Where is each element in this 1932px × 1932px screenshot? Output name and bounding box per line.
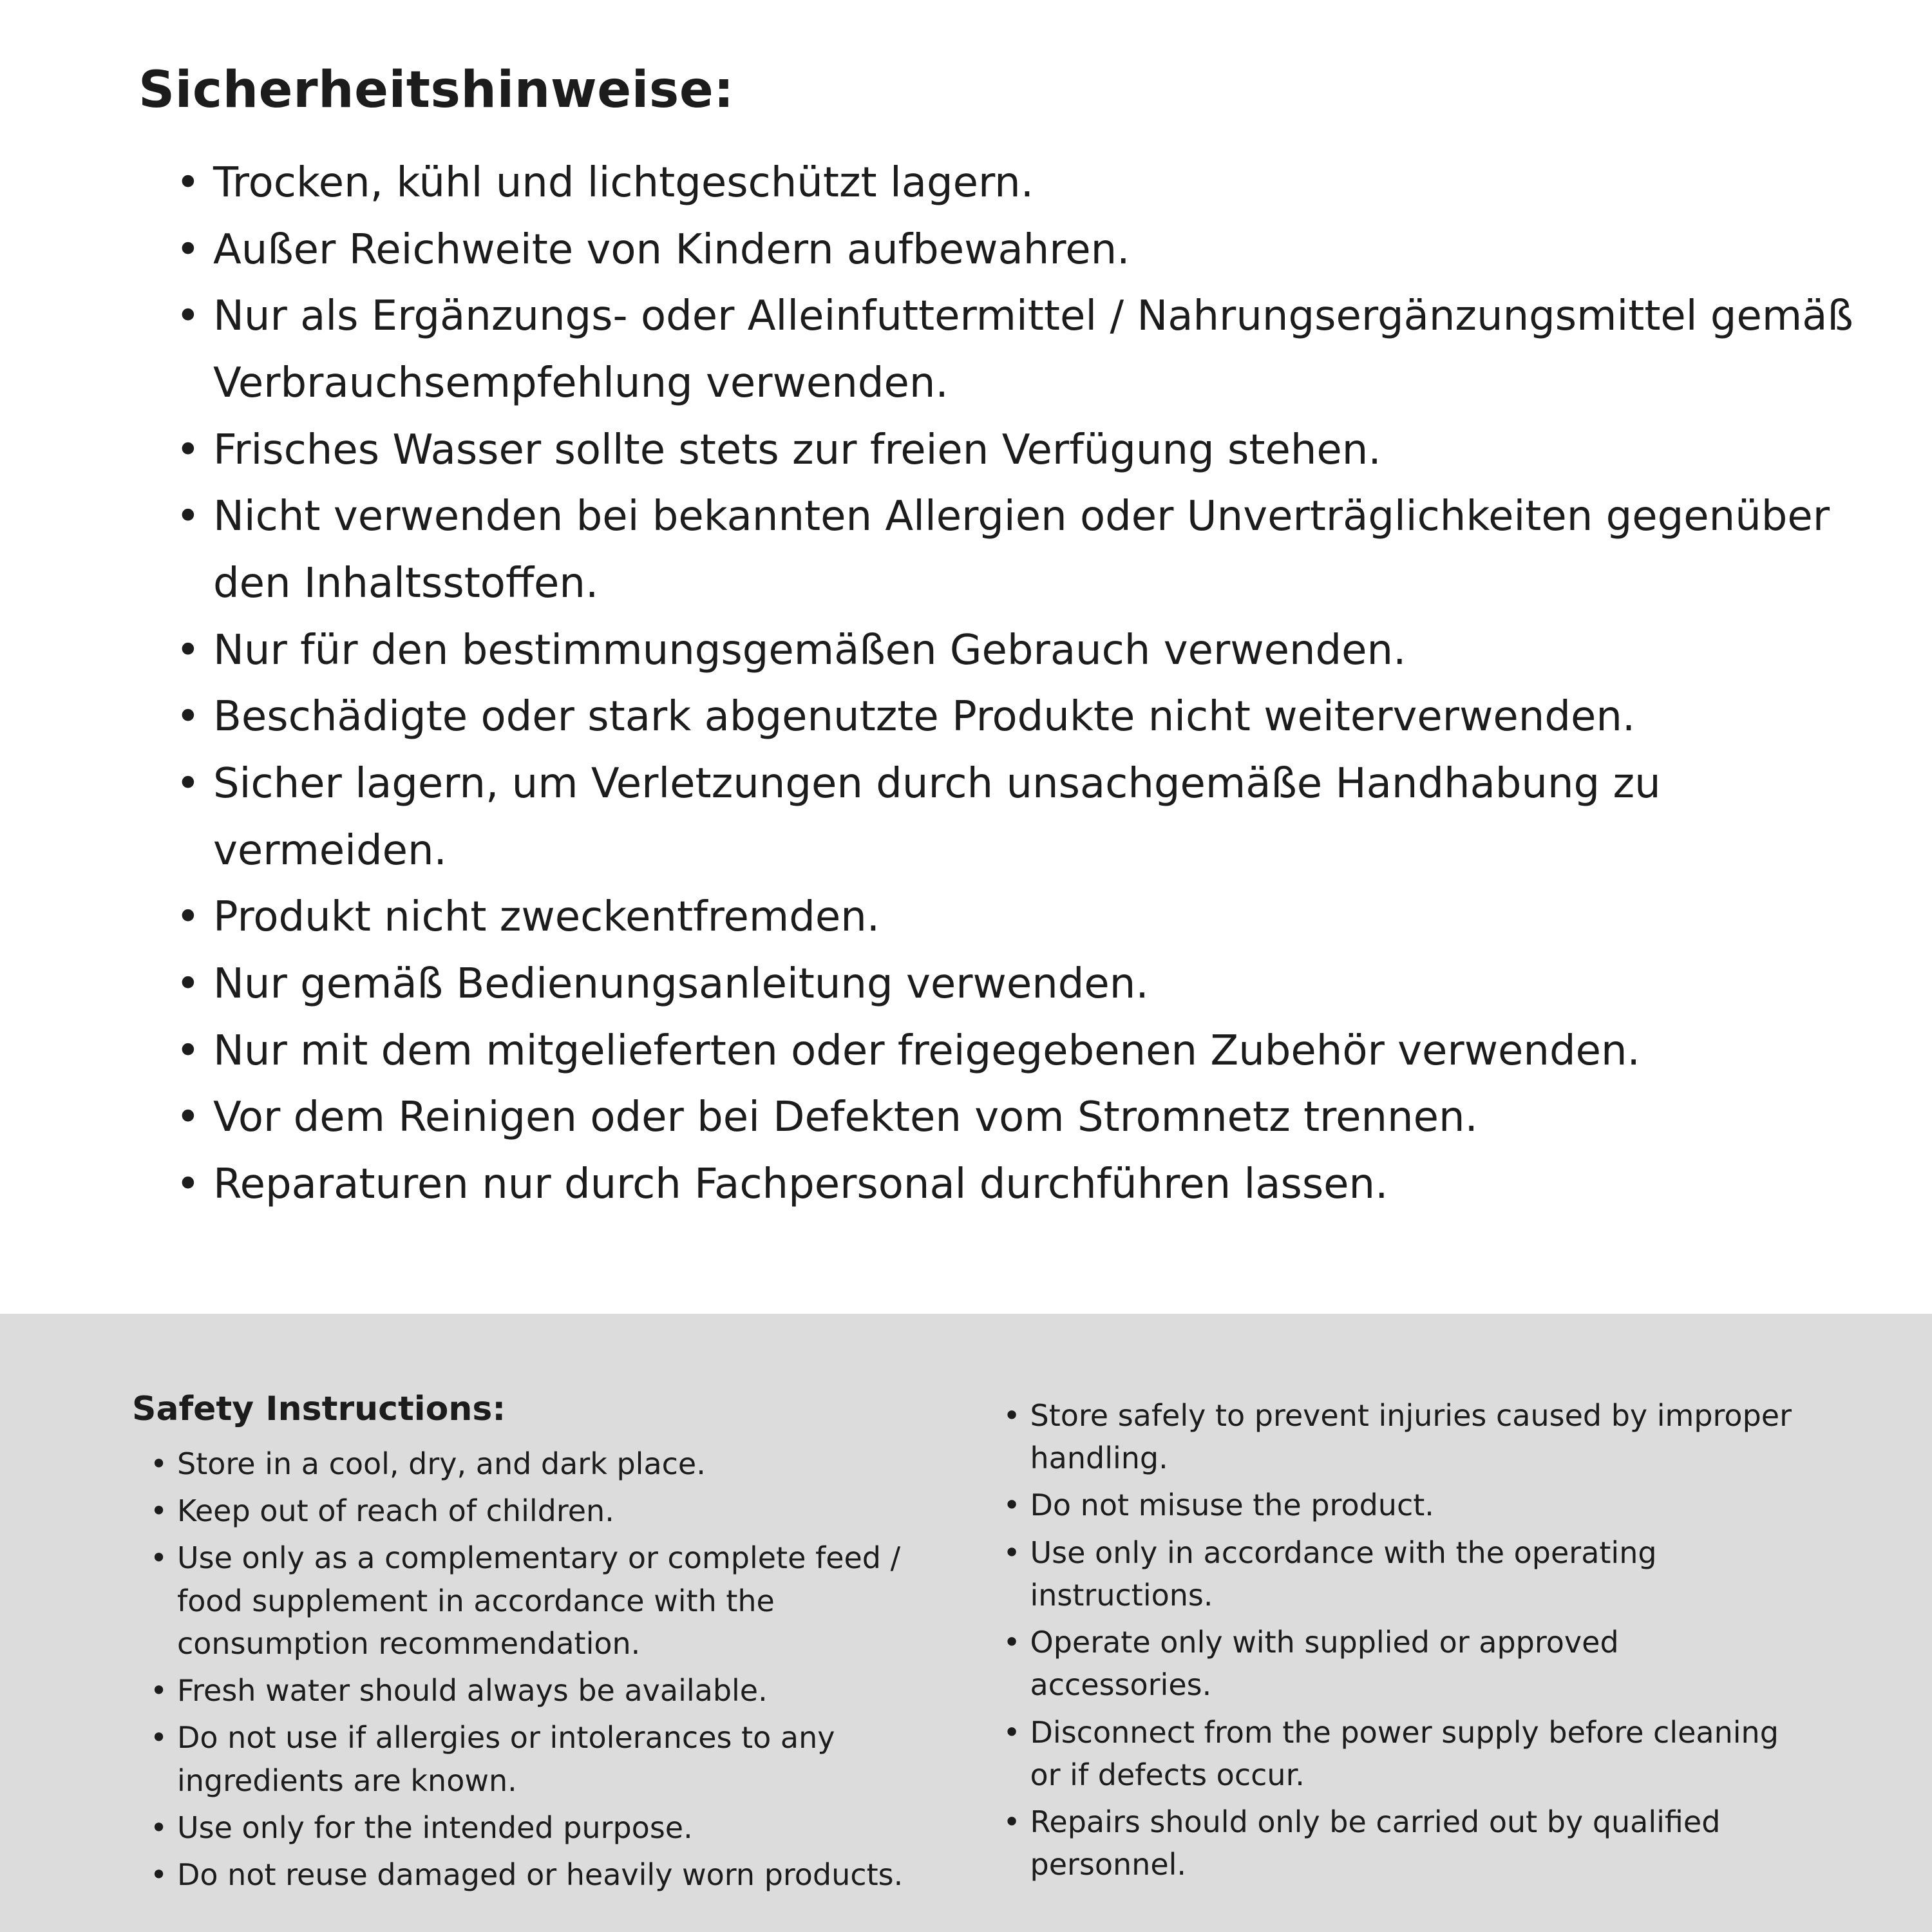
bullet: •	[1003, 1625, 1021, 1660]
list-item-text: Beschädigte oder stark abgenutzte Produkte nicht weiterverwenden.	[213, 693, 1636, 741]
list-item	[1003, 1711, 1804, 1796]
list-item	[150, 1490, 933, 1532]
list-item-text: Frisches Wasser sollte stets zur freien Verfügung stehen.	[213, 426, 1381, 474]
bullet: •	[150, 1810, 168, 1845]
bullet: •	[150, 1540, 168, 1576]
list-item	[1003, 1801, 1804, 1886]
list-item	[176, 484, 1876, 617]
bullet: •	[176, 159, 200, 207]
list-item-text: Reparaturen nur durch Fachpersonal durchführen lassen.	[213, 1160, 1388, 1209]
list-item-text: Fresh water should always be available.	[177, 1673, 768, 1709]
list-item-text: Store safely to prevent injuries caused by improper handling.	[1030, 1398, 1792, 1476]
list-item	[1003, 1621, 1804, 1706]
bullet: •	[150, 1493, 168, 1529]
bullet: •	[176, 1160, 200, 1209]
list-item-text: Operate only with supplied or approved accessories.	[1030, 1625, 1619, 1703]
list-item-text: Do not use if allergies or intolerances to any ingredients are known.	[177, 1720, 835, 1798]
bullet: •	[176, 292, 200, 341]
list-item-text: Store in a cool, dry, and dark place.	[177, 1446, 706, 1481]
list-item-text: Nur gemäß Bedienungsanleitung verwenden.	[213, 960, 1149, 1009]
english-left-column	[132, 1390, 933, 1900]
list-item	[176, 1018, 1876, 1085]
english-right-list	[1003, 1394, 1804, 1886]
list-item	[176, 150, 1876, 217]
list-item	[176, 951, 1876, 1018]
list-item-text: Do not reuse damaged or heavily worn products.	[177, 1857, 904, 1893]
list-item-text: Nur als Ergänzungs- oder Alleinfuttermittel / Nahrungsergänzungsmittel gemäß Verbrauchsempfehlung verwenden.	[213, 292, 1853, 408]
english-title: Safety Instructions:	[132, 1390, 506, 1428]
german-title: Sicherheitshinweise:	[138, 61, 734, 119]
bullet: •	[150, 1857, 168, 1893]
list-item	[150, 1853, 933, 1896]
list-item	[176, 884, 1876, 951]
bullet: •	[176, 893, 200, 942]
bullet: •	[1003, 1488, 1021, 1523]
list-item-text: Disconnect from the power supply before cleaning or if defects occur.	[1030, 1714, 1779, 1792]
list-item	[1003, 1484, 1804, 1526]
bullet: •	[150, 1446, 168, 1481]
bullet: •	[1003, 1804, 1021, 1840]
list-item	[176, 1151, 1876, 1218]
list-item-text: Use only for the intended purpose.	[177, 1810, 693, 1845]
list-item	[150, 1716, 933, 1801]
list-item	[176, 618, 1876, 685]
bullet: •	[150, 1720, 168, 1756]
bullet: •	[176, 693, 200, 741]
english-safety-section	[0, 1314, 1932, 1932]
bullet: •	[1003, 1714, 1021, 1750]
bullet: •	[176, 493, 200, 541]
list-item	[150, 1669, 933, 1712]
list-item-text: Nur mit dem mitgelieferten oder freigegebenen Zubehör verwenden.	[213, 1027, 1640, 1075]
list-item-text: Außer Reichweite von Kindern aufbewahren.	[213, 225, 1130, 274]
list-item	[176, 417, 1876, 484]
list-item	[1003, 1394, 1804, 1479]
bullet: •	[176, 1027, 200, 1075]
bullet: •	[176, 760, 200, 808]
list-item-text: Repairs should only be carried out by qualified personnel.	[1030, 1804, 1721, 1882]
bullet: •	[150, 1673, 168, 1709]
list-item	[150, 1537, 933, 1665]
list-item-text: Nur für den bestimmungsgemäßen Gebrauch verwenden.	[213, 626, 1406, 674]
list-item	[150, 1443, 933, 1485]
german-safety-list	[176, 150, 1876, 1218]
list-item-text: Nicht verwenden bei bekannten Allergien oder Unverträglichkeiten gegenüber den Inhaltsstoffen.	[213, 493, 1830, 608]
list-item-text: Produkt nicht zweckentfremden.	[213, 893, 880, 942]
list-item	[150, 1806, 933, 1849]
list-item-text: Use only in accordance with the operating instructions.	[1030, 1535, 1657, 1613]
list-item	[176, 684, 1876, 751]
bullet: •	[176, 1094, 200, 1142]
bullet: •	[176, 960, 200, 1009]
english-right-column	[1003, 1390, 1804, 1891]
bullet: •	[1003, 1398, 1021, 1433]
list-item	[1003, 1531, 1804, 1616]
list-item	[176, 751, 1876, 884]
list-item-text: Trocken, kühl und lichtgeschützt lagern.	[213, 159, 1034, 207]
list-item-text: Vor dem Reinigen oder bei Defekten vom Stromnetz trennen.	[213, 1094, 1478, 1142]
list-item	[176, 283, 1876, 417]
bullet: •	[176, 626, 200, 674]
bullet: •	[176, 225, 200, 274]
bullet: •	[176, 426, 200, 474]
list-item-text: Sicher lagern, um Verletzungen durch unsachgemäße Handhabung zu vermeiden.	[213, 760, 1661, 875]
list-item-text: Use only as a complementary or complete feed / food supplement in accordance with the consumption recommendation.	[177, 1540, 901, 1661]
list-item	[176, 217, 1876, 284]
list-item-text: Do not misuse the product.	[1030, 1488, 1434, 1523]
english-left-list	[150, 1443, 933, 1896]
bullet: •	[1003, 1535, 1021, 1570]
list-item	[176, 1084, 1876, 1151]
list-item-text: Keep out of reach of children.	[177, 1493, 614, 1529]
